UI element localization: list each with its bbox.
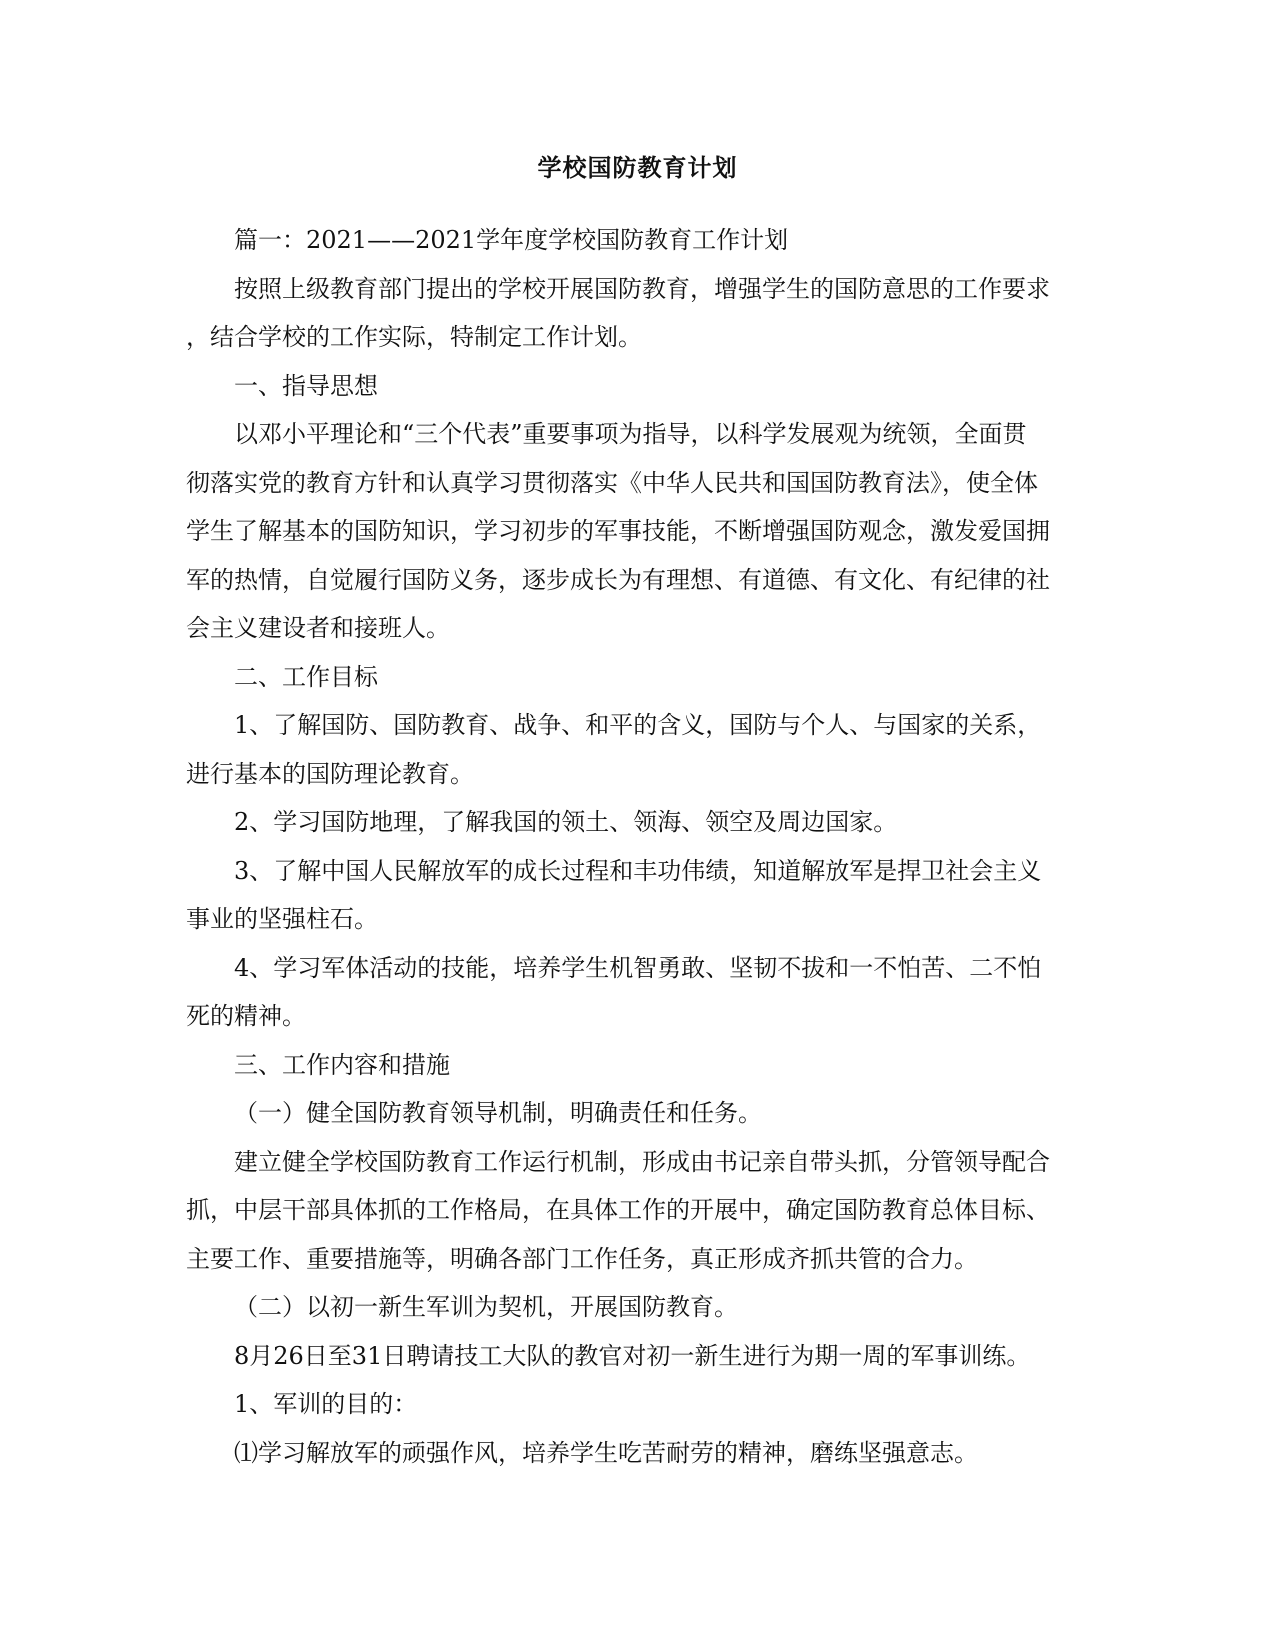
document-title: 学校国防教育计划 bbox=[537, 153, 738, 182]
paragraph-line: 三、工作内容和措施 bbox=[234, 1050, 450, 1079]
paragraph-line: 1、了解国防、国防教育、战争、和平的含义，国防与个人、与国家的关系， bbox=[234, 711, 1042, 739]
paragraph bbox=[186, 1138, 1086, 1284]
paragraph-line: 进行基本的国防理论教育。 bbox=[186, 759, 474, 788]
paragraph-line: 军的热情，自觉履行国防义务，逐步成长为有理想、有道德、有文化、有纪律的社 bbox=[186, 565, 1050, 594]
paragraph bbox=[186, 216, 1086, 265]
paragraph-line: 会主义建设者和接班人。 bbox=[186, 614, 450, 642]
paragraph bbox=[186, 1283, 1086, 1332]
paragraph bbox=[186, 410, 1086, 653]
paragraph-line: 二、工作目标 bbox=[234, 662, 378, 691]
paragraph-line: 8月26日至31日聘请技工大队的教官对初一新生进行为期一周的军事训练。 bbox=[234, 1341, 1031, 1370]
paragraph bbox=[186, 265, 1086, 362]
paragraph-line: 学生了解基本的国防知识，学习初步的军事技能，不断增强国防观念，激发爱国拥 bbox=[186, 517, 1050, 545]
paragraph-line: 按照上级教育部门提出的学校开展国防教育，增强学生的国防意思的工作要求 bbox=[234, 274, 1050, 303]
paragraph bbox=[186, 1089, 1086, 1138]
paragraph-line: 主要工作、重要措施等，明确各部门工作任务，真正形成齐抓共管的合力。 bbox=[186, 1244, 978, 1273]
paragraph-line: 3、了解中国人民解放军的成长过程和丰功伟绩，知道解放军是捍卫社会主义 bbox=[234, 856, 1042, 885]
paragraph-line: 以邓小平理论和“三个代表”重要事项为指导，以科学发展观为统领，全面贯 bbox=[234, 420, 1027, 448]
paragraph bbox=[186, 362, 1086, 411]
paragraph-line: （一）健全国防教育领导机制，明确责任和任务。 bbox=[234, 1099, 762, 1127]
paragraph-line: 篇一：2021——2021学年度学校国防教育工作计划 bbox=[234, 226, 789, 254]
paragraph-line: 抓，中层干部具体抓的工作格局，在具体工作的开展中，确定国防教育总体目标、 bbox=[186, 1196, 1050, 1224]
paragraph-line: （二）以初一新生军训为契机，开展国防教育。 bbox=[234, 1293, 738, 1321]
paragraph bbox=[186, 798, 1086, 847]
paragraph-line: 建立健全学校国防教育工作运行机制，形成由书记亲自带头抓，分管领导配合 bbox=[234, 1147, 1050, 1176]
paragraph-line: 死的精神。 bbox=[186, 1002, 306, 1030]
document-body bbox=[186, 216, 1086, 1477]
paragraph bbox=[186, 1380, 1086, 1429]
paragraph bbox=[186, 1429, 1086, 1478]
paragraph-line: ，结合学校的工作实际，特制定工作计划。 bbox=[186, 323, 642, 351]
paragraph-line: 4、学习军体活动的技能，培养学生机智勇敢、坚韧不拔和一不怕苦、二不怕 bbox=[234, 953, 1042, 982]
paragraph bbox=[186, 1041, 1086, 1090]
paragraph-line: 彻落实党的教育方针和认真学习贯彻落实《中华人民共和国国防教育法》，使全体 bbox=[186, 468, 1038, 497]
paragraph bbox=[186, 847, 1086, 944]
paragraph bbox=[186, 653, 1086, 702]
paragraph-line: 一、指导思想 bbox=[234, 371, 378, 400]
paragraph bbox=[186, 1332, 1086, 1381]
paragraph-line: ⑴学习解放军的顽强作风，培养学生吃苦耐劳的精神，磨练坚强意志。 bbox=[234, 1438, 978, 1467]
paragraph-line: 2、学习国防地理，了解我国的领土、领海、领空及周边国家。 bbox=[234, 808, 898, 836]
paragraph bbox=[186, 944, 1086, 1041]
paragraph-line: 1、军训的目的： bbox=[234, 1390, 418, 1418]
paragraph-line: 事业的坚强柱石。 bbox=[186, 905, 378, 933]
paragraph bbox=[186, 701, 1086, 798]
